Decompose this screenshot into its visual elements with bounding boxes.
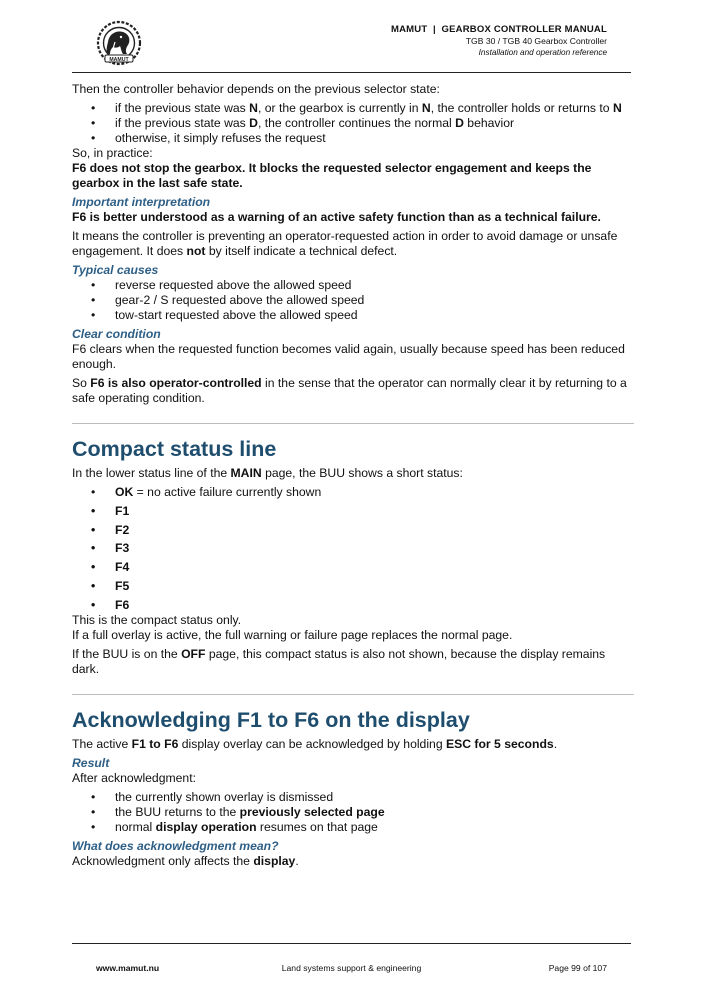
manual-subtitle: TGB 30 / TGB 40 Gearbox Controller (465, 36, 607, 46)
paragraph: This is the compact status only. (72, 612, 242, 627)
paragraph: Then the controller behavior depends on the previous selector state: (72, 82, 440, 96)
subheading-important: Important interpretation (72, 195, 211, 209)
section-divider (72, 423, 634, 424)
paragraph: In the lower status line of the MAIN page, the BUU shows a short status: (72, 466, 463, 480)
paragraph: It means the controller is preventing an operator-requested action in order to avoid damage or unsafe engagement. It does not by itself indicate a technical defect. (72, 229, 618, 258)
list-item: • the currently shown overlay is dismissed (72, 790, 634, 805)
page-header (72, 14, 631, 73)
list-item: • reverse requested above the allowed speed (72, 278, 634, 293)
subheading-causes: Typical causes (72, 263, 159, 277)
mamut-logo (94, 20, 144, 66)
manual-subtitle-2: Installation and operation reference (478, 48, 607, 57)
subheading-clear: Clear condition (72, 327, 161, 341)
paragraph: After acknowledgment: (72, 770, 196, 785)
list-item: • normal display operation resumes on that page (72, 820, 634, 835)
section-title-acknowledging: Acknowledging F1 to F6 on the display (72, 707, 470, 732)
paragraph: If the BUU is on the OFF page, this compact status is also not shown, because the display remains dark. (72, 646, 606, 676)
footer-tagline: Land systems support & engineering (281, 963, 422, 973)
bullet-list-causes (72, 278, 634, 323)
list-item-f1: • F1 (72, 504, 634, 519)
list-item: • if the previous state was N, or the gearbox is currently in N, the controller holds or returns to N (72, 101, 634, 116)
list-item: • tow-start requested above the allowed speed (72, 308, 634, 323)
section-divider (72, 694, 634, 695)
paragraph: So, in practice: (72, 146, 153, 160)
list-item-f4: • F4 (72, 560, 634, 575)
list-item-f6: • F6 (72, 598, 634, 613)
page-number: Page 99 of 107 (548, 963, 607, 973)
bullet-list-result (72, 790, 634, 835)
list-item-f2: • F2 (72, 523, 634, 538)
list-item: • the BUU returns to the previously selected page (72, 805, 634, 820)
list-item: • gear-2 / S requested above the allowed speed (72, 293, 634, 308)
page-content (72, 82, 634, 869)
svg-text:MAMUT: MAMUT (109, 56, 129, 63)
manual-title: MAMUT | GEARBOX CONTROLLER MANUAL (390, 24, 607, 35)
paragraph: If a full overlay is active, the full warning or failure page replaces the normal page. (72, 627, 513, 642)
paragraph: The active F1 to F6 display overlay can be acknowledged by holding ESC for 5 seconds. (72, 736, 558, 751)
page-footer (72, 943, 631, 984)
list-item: • if the previous state was D, the controller continues the normal D behavior (72, 116, 634, 131)
list-item-f5: • F5 (72, 579, 634, 594)
footer-website: www.mamut.nu (96, 963, 160, 973)
paragraph: Acknowledgment only affects the display. (72, 853, 299, 868)
status-code-list (72, 485, 634, 613)
list-item-f3: • F3 (72, 541, 634, 556)
section-title-compact-status: Compact status line (72, 437, 277, 461)
paragraph: So F6 is also operator-controlled in the sense that the operator can normally clear it by returning to a safe operating condition. (72, 376, 627, 405)
bullet-list (72, 101, 634, 146)
subheading-result: Result (72, 755, 110, 770)
bold-statement: F6 does not stop the gearbox. It blocks the requested selector engagement and keeps the gearbox in the last safe state. (72, 161, 592, 190)
list-item: • otherwise, it simply refuses the request (72, 131, 634, 146)
paragraph: F6 clears when the requested function becomes valid again, usually because speed has been reduced enough. (72, 342, 625, 371)
bold-statement: F6 is better understood as a warning of an active safety function than as a technical failure. (72, 210, 601, 224)
list-item-ok: • OK = no active failure currently shown (72, 485, 634, 500)
subheading-meaning: What does acknowledgment mean? (72, 838, 279, 853)
